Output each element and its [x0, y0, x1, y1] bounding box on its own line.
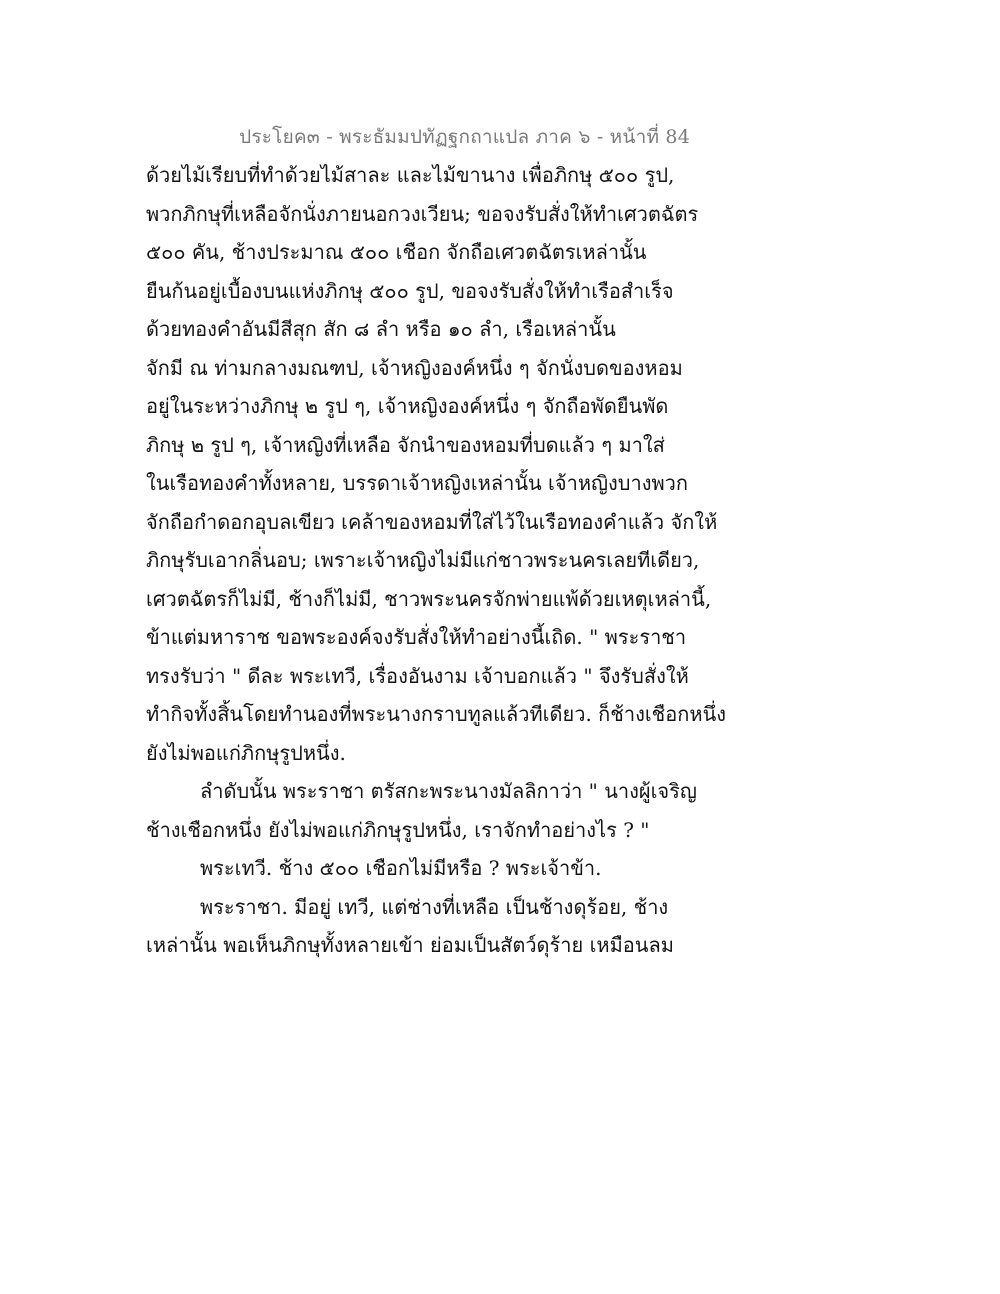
text-line: ข้าแต่มหาราช ขอพระองค์จงรับสั่งให้ทำอย่างนี้เถิด. " พระราชา	[146, 625, 687, 649]
text-line: ช้างเชือกหนึ่ง ยังไม่พอแก่ภิกษุรูปหนึ่ง, เราจักทำอย่างไร ? "	[146, 817, 650, 842]
paragraph-first-line: ลำดับนั้น พระราชา ตรัสกะพระนางมัลลิกาว่า " นางผู้เจริญ	[200, 779, 697, 803]
text-line: พวกภิกษุที่เหลือจักนั่งภายนอกวงเวียน; ขอจงรับสั่งให้ทำเศวตฉัตร	[146, 201, 699, 226]
text-line: ในเรือทองคำทั้งหลาย, บรรดาเจ้าหญิงเหล่านั้น เจ้าหญิงบางพวก	[146, 471, 689, 495]
text-line: ภิกษุ ๒ รูป ๆ, เจ้าหญิงที่เหลือ จักนำของหอมที่บดแล้ว ๆ มาใส่	[146, 432, 665, 457]
text-line: ๕๐๐ คัน, ช้างประมาณ ๕๐๐ เชือก จักถือเศวตฉัตรเหล่านั้น	[146, 240, 647, 264]
text-line: ด้วยไม้เรียบที่ทำด้วยไม้สาละ และไม้ขานาง เพื่อภิกษุ ๕๐๐ รูป,	[146, 163, 675, 187]
text-line: อยู่ในระหว่างภิกษุ ๒ รูป ๆ, เจ้าหญิงองค์หนึ่ง ๆ จักถือพัดยืนพัด	[146, 394, 669, 418]
text-line: ทรงรับว่า " ดีละ พระเทวี, เรื่องอันงาม เจ้าบอกแล้ว " จึงรับสั่งให้	[146, 663, 689, 688]
text-line: ยืนก้นอยู่เบื้องบนแห่งภิกษุ ๕๐๐ รูป, ขอจงรับสั่งให้ทำเรือสำเร็จ	[146, 278, 674, 303]
text-line: เศวตฉัตรก็ไม่มี, ช้างก็ไม่มี, ชาวพระนครจักพ่ายแพ้ด้วยเหตุเหล่านี้,	[146, 586, 712, 611]
text-line: ภิกษุรับเอากลิ่นอบ; เพราะเจ้าหญิงไม่มีแก่ชาวพระนครเลยทีเดียว,	[146, 548, 700, 572]
text-line: เหล่านั้น พอเห็นภิกษุทั้งหลายเข้า ย่อมเป็นสัตว์ดุร้าย เหมือนลม	[146, 933, 674, 957]
text-line: ทำกิจทั้งสิ้นโดยทำนองที่พระนางกราบทูลแล้วทีเดียว. ก็ช้างเชือกหนึ่ง	[146, 702, 726, 726]
text-line: จักมี ณ ท่ามกลางมณฑป, เจ้าหญิงองค์หนึ่ง ๆ จักนั่งบดของหอม	[146, 355, 683, 380]
text-line: ยังไม่พอแก่ภิกษุรูปหนึ่ง.	[146, 740, 346, 765]
paragraph-first-line: พระราชา. มีอยู่ เทวี, แต่ช่างที่เหลือ เป็นช้างดุร้อย, ช้าง	[200, 894, 669, 919]
paragraph-first-line: พระเทวี. ช้าง ๕๐๐ เชือกไม่มีหรือ ? พระเจ้าข้า.	[200, 856, 602, 880]
text-line: จักถือกำดอกอุบลเขียว เคล้าของหอมที่ใส่ไว้ในเรือทองคำแล้ว จักให้	[146, 509, 718, 534]
text-line: ด้วยทองคำอันมีสีสุก สัก ๘ ลำ หรือ ๑๐ ลำ, เรือเหล่านั้น	[146, 317, 616, 341]
running-header: ประโยค๓ - พระธัมมปทัฏฐกถาแปล ภาค ๖ - หน้าที่ 84	[239, 126, 690, 148]
body-text	[146, 156, 726, 965]
